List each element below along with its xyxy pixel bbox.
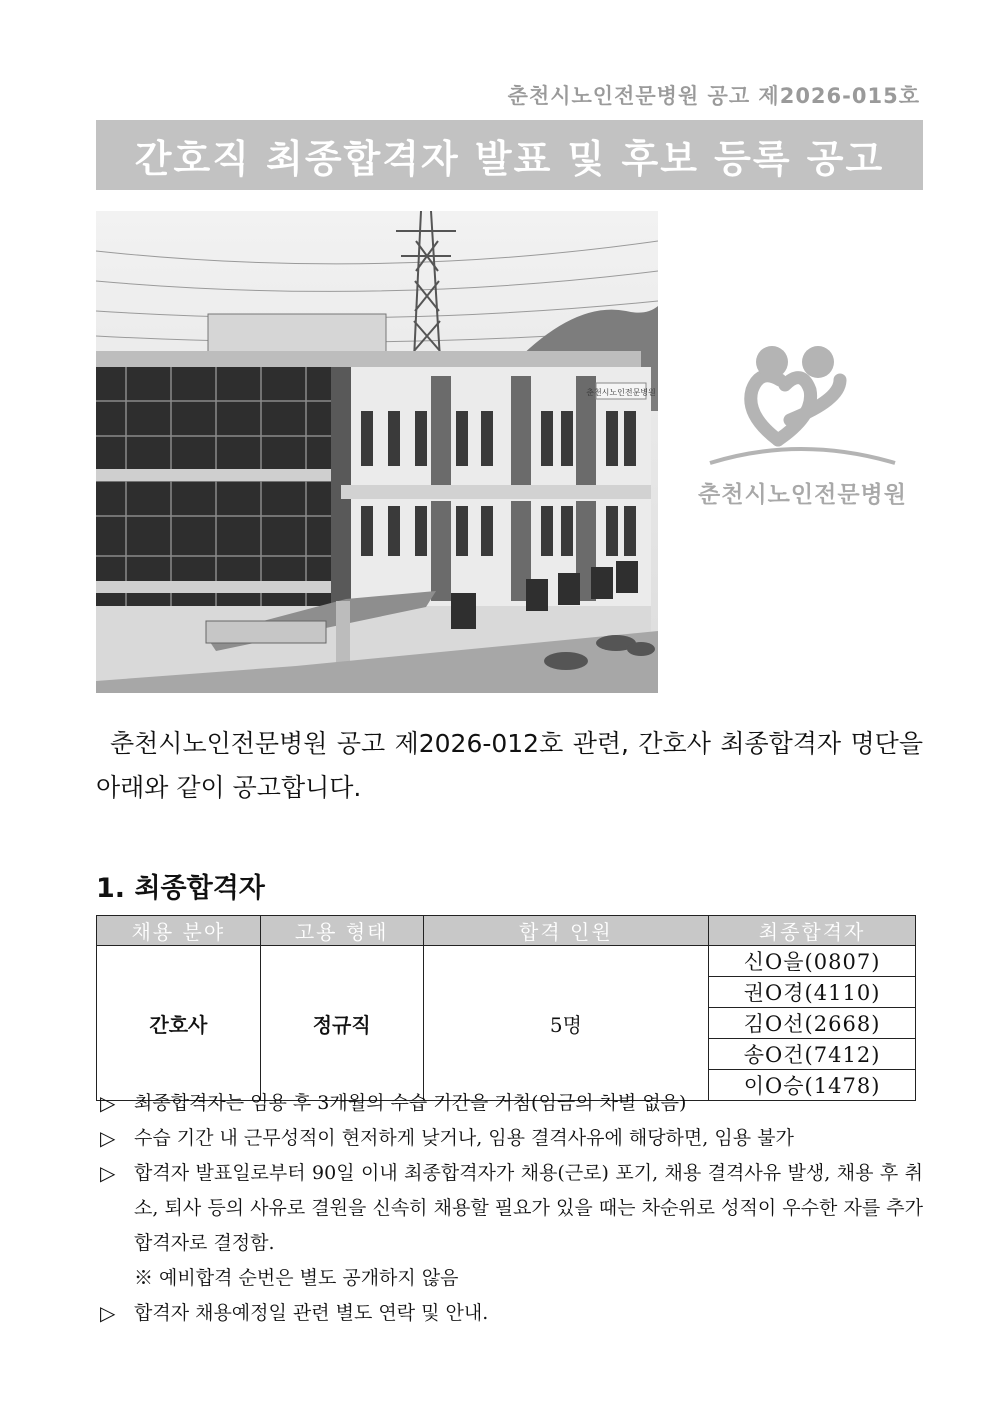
page-title: 간호직 최종합격자 발표 및 후보 등록 공고 [134, 136, 885, 181]
note-text: 최종합격자는 임용 후 3개월의 수습 기간을 거침(임금의 차별 없음) [134, 1092, 687, 1114]
candidate-name: 이O승(1478) [709, 1070, 916, 1101]
note-text: 합격자 채용예정일 관련 별도 연락 및 안내. [134, 1302, 489, 1324]
cell-field: 간호사 [97, 946, 261, 1101]
header-final-candidates: 최종합격자 [709, 916, 916, 946]
cell-employment-type: 정규직 [260, 946, 423, 1101]
candidate-name: 김O선(2668) [709, 1008, 916, 1039]
candidate-name: 권O경(4110) [709, 977, 916, 1008]
notice-number: 춘천시노인전문병원 공고 제2026-015호 [507, 84, 920, 108]
intro-paragraph [96, 722, 923, 810]
header-employment-type: 고용 형태 [260, 916, 423, 946]
intro-text: 춘천시노인전문병원 공고 제2026-012호 관련, 간호사 최종합격자 명단을 아래와 같이 공고합니다. [96, 729, 923, 802]
triangle-bullet-icon: ▷ [100, 1126, 116, 1150]
triangle-bullet-icon: ▷ [100, 1301, 116, 1325]
note-item [100, 1086, 923, 1121]
results-table [96, 915, 916, 1101]
note-text: 합격자 발표일로부터 90일 이내 최종합격자가 채용(근로) 포기, 채용 결격사유 발생, 채용 후 취소, 퇴사 등의 사유로 결원을 신속히 채용할 필요가 있을 때는 차순위로 성적이 우수한 자를 추가 합격자로 결정함. [134, 1162, 923, 1254]
table-row [97, 946, 916, 977]
hospital-building-photo [96, 211, 658, 693]
triangle-bullet-icon: ▷ [100, 1161, 116, 1185]
header-count: 합격 인원 [423, 916, 709, 946]
note-text: 수습 기간 내 근무성적이 현저하게 낮거나, 임용 결격사유에 해당하면, 임용 불가 [134, 1127, 794, 1149]
section-heading: 1. 최종합격자 [96, 873, 265, 904]
note-item [100, 1156, 923, 1261]
notes-list [100, 1086, 923, 1331]
reserve-note: ※ 예비합격 순번은 별도 공개하지 않음 [134, 1267, 459, 1289]
building-sign: 춘천시노인전문병원 [586, 388, 656, 397]
hospital-logo-text: 춘천시노인전문병원 [698, 482, 907, 508]
table-header-row [97, 916, 916, 946]
candidate-name: 송O건(7412) [709, 1039, 916, 1070]
title-banner [96, 120, 923, 190]
cell-count: 5명 [423, 946, 709, 1101]
candidate-name: 신O을(0807) [709, 946, 916, 977]
header-field: 채용 분야 [97, 916, 261, 946]
triangle-bullet-icon: ▷ [100, 1091, 116, 1115]
note-item [100, 1121, 923, 1156]
note-item [100, 1296, 923, 1331]
